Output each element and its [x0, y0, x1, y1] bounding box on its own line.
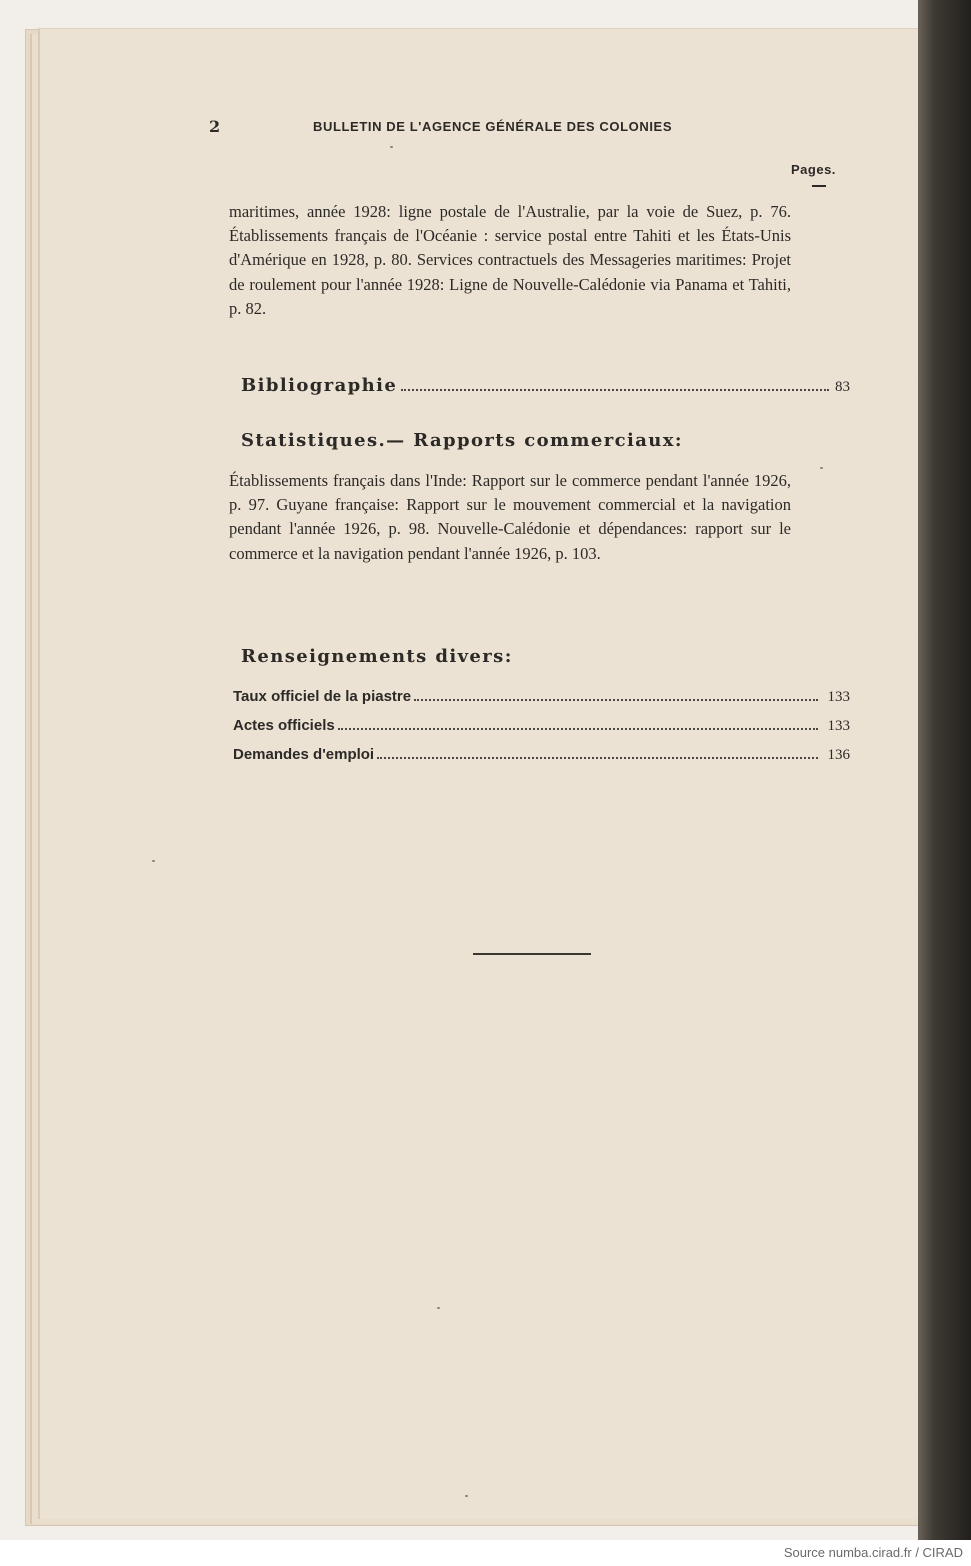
- toc-entry-page: 133: [827, 718, 850, 734]
- dot-leader: [377, 756, 817, 759]
- bibliographie-heading: Bibliographie: [241, 375, 398, 396]
- dot-leader: [414, 698, 817, 701]
- paper-speck: [437, 1307, 440, 1309]
- pages-underline: [812, 185, 826, 187]
- paper-speck: [820, 467, 823, 469]
- toc-entry-page: 136: [827, 747, 850, 763]
- source-credit: Source numba.cirad.fr / CIRAD: [783, 1545, 963, 1560]
- toc-entry-page: 133: [827, 689, 850, 705]
- paper-speck: [390, 146, 393, 148]
- paper-speck: [465, 1495, 468, 1497]
- pages-column-label: Pages.: [791, 162, 836, 177]
- bulletin-title: BULLETIN DE L'AGENCE GÉNÉRALE DES COLONIES: [313, 119, 673, 134]
- paper-speck: [152, 860, 155, 862]
- maritime-services-paragraph: maritimes, année 1928: ligne postale de l'Australie, par la voie de Suez, p. 76. Établissements français de l'Océanie : service postal entre Tahiti et les États-Unis d'Amérique en 1928, p. 80. Services contractuels des Messageries maritimes: Projet de roulement pour l'année 1928: Ligne de Nouvelle-Calédonie via Panama et Tahiti, p. 82.: [229, 202, 791, 318]
- toc-entry: [233, 717, 850, 735]
- toc-entry-label: Taux officiel de la piastre: [233, 688, 412, 705]
- dot-leader: [338, 727, 818, 730]
- end-rule: [473, 953, 591, 955]
- bibliographie-page: 83: [835, 379, 850, 395]
- toc-entry-label: Actes officiels: [233, 717, 335, 734]
- bibliographie-entry: [241, 375, 850, 396]
- toc-entry: [233, 688, 850, 706]
- renseignements-heading: Renseignements divers:: [241, 646, 513, 667]
- commerce-reports-paragraph: Établissements français dans l'Inde: Rapport sur le commerce pendant l'année 1926, p. 97. Guyane française: Rapport sur le mouvement commercial et la navigation pendant l'année 1926, p. 98. Nouvelle-Calédonie et dépendances: rapport sur le commerce et la navigation pendant l'année 1926, p. 103.: [229, 471, 791, 563]
- dot-leader: [401, 388, 829, 391]
- toc-entry-label: Demandes d'emploi: [233, 746, 375, 763]
- book-spine: [918, 0, 971, 1540]
- toc-entry: [233, 746, 850, 764]
- page-number: 2: [209, 117, 221, 136]
- statistiques-heading: Statistiques.— Rapports commerciaux:: [241, 430, 683, 451]
- running-head: [0, 117, 971, 137]
